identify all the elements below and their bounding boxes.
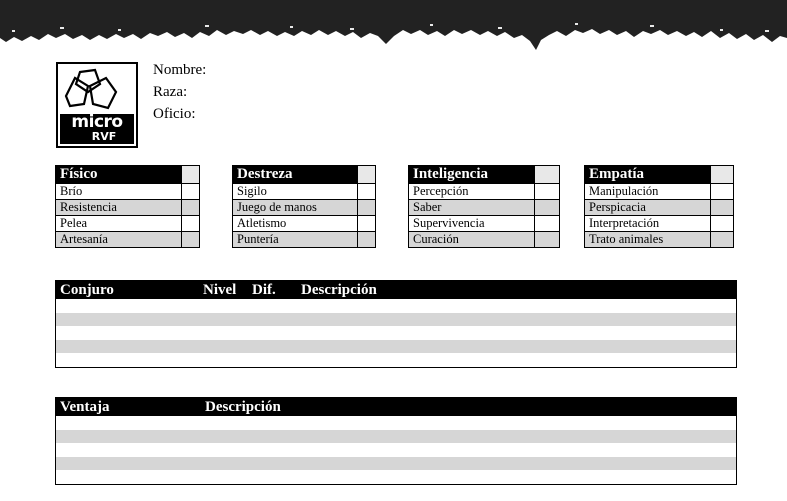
logo-text-top: micro — [71, 112, 123, 132]
skill-value-box[interactable] — [535, 216, 560, 232]
skill-label: Sigilo — [233, 184, 358, 200]
table-row[interactable] — [56, 457, 736, 471]
skill-value-box[interactable] — [358, 184, 376, 200]
attribute-name: Inteligencia — [409, 166, 535, 184]
occupation-label: Oficio: — [153, 106, 196, 122]
level-column-header: Nivel — [203, 282, 237, 298]
attribute-table-inteligencia — [408, 165, 560, 248]
torn-header-banner — [0, 0, 787, 62]
skill-label: Manipulación — [585, 184, 711, 200]
skill-value-box[interactable] — [711, 200, 734, 216]
skill-value-box[interactable] — [358, 216, 376, 232]
description-column-header: Descripción — [205, 399, 281, 415]
logo-text-bottom: RVF — [91, 130, 117, 143]
character-identity — [153, 59, 206, 125]
attribute-table-fisico — [55, 165, 200, 248]
skill-label: Supervivencia — [409, 216, 535, 232]
table-row[interactable] — [56, 470, 736, 484]
spell-column-header: Conjuro — [60, 282, 114, 298]
skill-label: Perspicacia — [585, 200, 711, 216]
skill-value-box[interactable] — [182, 216, 200, 232]
table-row[interactable] — [56, 430, 736, 444]
advantages-table-header — [56, 398, 736, 416]
skill-label: Pelea — [56, 216, 182, 232]
skill-value-box[interactable] — [358, 200, 376, 216]
skill-value-box[interactable] — [711, 216, 734, 232]
skill-label: Saber — [409, 200, 535, 216]
attribute-value-box[interactable] — [535, 166, 560, 184]
skill-value-box[interactable] — [182, 200, 200, 216]
attribute-value-box[interactable] — [182, 166, 200, 184]
skill-label: Atletismo — [233, 216, 358, 232]
attribute-name: Empatía — [585, 166, 711, 184]
advantages-table — [55, 397, 737, 485]
spells-table — [55, 280, 737, 368]
table-row[interactable] — [56, 353, 736, 367]
attribute-name: Físico — [56, 166, 182, 184]
attribute-value-box[interactable] — [711, 166, 734, 184]
table-row[interactable] — [56, 443, 736, 457]
skill-label: Artesanía — [56, 232, 182, 248]
skill-value-box[interactable] — [535, 232, 560, 248]
table-row[interactable] — [56, 326, 736, 340]
advantage-column-header: Ventaja — [60, 399, 110, 415]
skill-value-box[interactable] — [535, 184, 560, 200]
skill-label: Percepción — [409, 184, 535, 200]
skill-value-box[interactable] — [358, 232, 376, 248]
table-row[interactable] — [56, 299, 736, 313]
skill-value-box[interactable] — [182, 232, 200, 248]
skill-label: Brío — [56, 184, 182, 200]
table-row[interactable] — [56, 340, 736, 354]
attribute-value-box[interactable] — [358, 166, 376, 184]
table-row[interactable] — [56, 416, 736, 430]
skill-label: Curación — [409, 232, 535, 248]
table-row[interactable] — [56, 313, 736, 327]
name-label: Nombre: — [153, 62, 207, 78]
attribute-name: Destreza — [233, 166, 358, 184]
skill-label: Interpretación — [585, 216, 711, 232]
skill-label: Puntería — [233, 232, 358, 248]
skill-label: Trato animales — [585, 232, 711, 248]
skill-value-box[interactable] — [182, 184, 200, 200]
skill-value-box[interactable] — [535, 200, 560, 216]
micro-rvf-logo — [56, 62, 138, 148]
skill-value-box[interactable] — [711, 184, 734, 200]
skill-value-box[interactable] — [711, 232, 734, 248]
skill-label: Resistencia — [56, 200, 182, 216]
difficulty-column-header: Dif. — [252, 282, 276, 298]
attribute-table-empatia — [584, 165, 734, 248]
attribute-table-destreza — [232, 165, 376, 248]
skill-label: Juego de manos — [233, 200, 358, 216]
race-label: Raza: — [153, 84, 188, 100]
spells-table-header — [56, 281, 736, 299]
description-column-header: Descripción — [301, 282, 377, 298]
